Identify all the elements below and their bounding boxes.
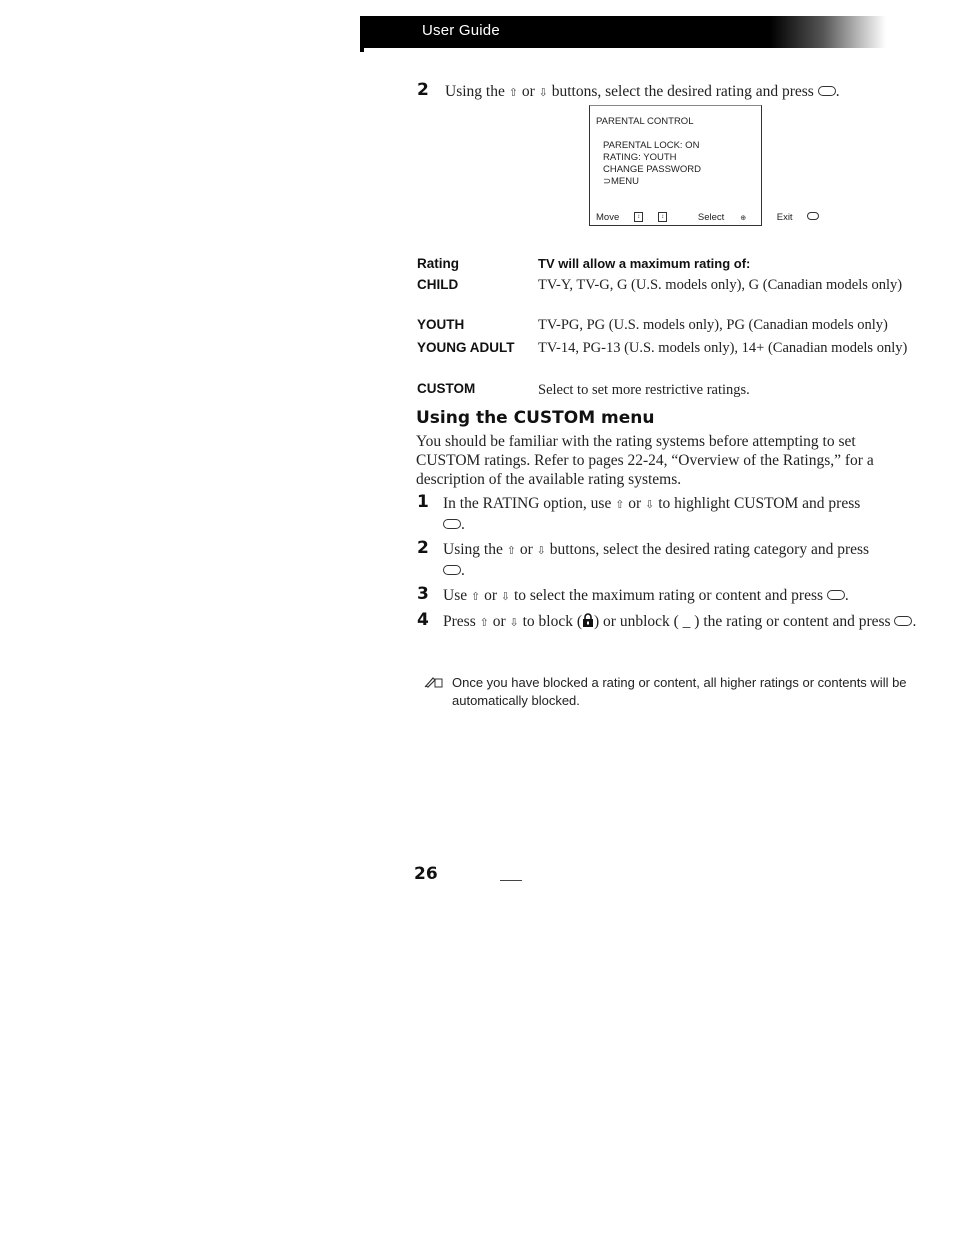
screen-footer [596, 212, 847, 223]
ratings-header-right: TV will allow a maximum rating of: [538, 256, 751, 271]
top-step-text-after: buttons, select the desired rating and press [551, 83, 814, 100]
move-icon: ↕ [634, 212, 643, 222]
up-arrow-icon: ⇧ [506, 545, 516, 557]
down-arrow-icon: ⇩ [538, 87, 548, 99]
custom-step-4-number: 4 [417, 610, 429, 630]
rating-custom: CUSTOM [417, 381, 476, 396]
custom-step-2-number: 2 [417, 538, 429, 558]
move-icon-2: ↕ [658, 212, 667, 222]
header-bar [360, 16, 886, 48]
up-arrow-icon: ⇧ [508, 87, 518, 99]
rating-child: CHILD [417, 277, 459, 292]
lock-icon [582, 613, 594, 627]
down-arrow-icon: ⇩ [500, 591, 511, 603]
screen-title: PARENTAL CONTROL [596, 116, 694, 127]
top-step-or: or [521, 83, 535, 100]
custom-step-4-text: Press ⇧ or ⇩ to block ( ) or unblock ( _ ) the rating or content and press . [443, 613, 917, 630]
header-tick [360, 16, 364, 52]
section-heading: Using the CUSTOM menu [416, 408, 655, 428]
up-arrow-icon: ⇧ [615, 499, 625, 511]
enter-button-icon [443, 565, 461, 575]
note-pencil-icon [424, 674, 444, 688]
rating-custom-desc: Select to set more restrictive ratings. [538, 382, 750, 398]
rating-child-desc: TV-Y, TV-G, G (U.S. models only), G (Canadian models only) [538, 277, 903, 293]
enter-button-icon [894, 616, 912, 626]
exit-icon [807, 212, 819, 220]
header-title: User Guide [422, 22, 500, 39]
down-arrow-icon: ⇩ [509, 617, 519, 629]
up-arrow-icon: ⇧ [470, 591, 481, 603]
top-step-text [445, 82, 840, 103]
select-icon: ⊕ [738, 215, 747, 222]
custom-step-1-text: In the RATING option, use ⇧ or ⇩ to highlight CUSTOM and press . [443, 495, 861, 533]
screen-line-menu: ⊃MENU [603, 176, 639, 187]
screen-footer-exit: Exit [777, 212, 833, 223]
parental-control-screen [589, 105, 793, 226]
section-intro: You should be familiar with the rating systems before attempting to set CUSTOM ratings. Refer to pages 22-24, “Overview of the Ratings,” for a description of the available rating systems. [416, 433, 874, 488]
custom-step-2-text: Using the ⇧ or ⇩ buttons, select the desired rating category and press . [443, 541, 870, 579]
top-step-number: 2 [417, 80, 429, 100]
rating-young-adult: YOUNG ADULT [417, 340, 515, 355]
enter-button-icon [443, 519, 461, 529]
enter-button-icon [827, 590, 845, 600]
rating-youth-desc: TV-PG, PG (U.S. models only), PG (Canadian models only) [538, 317, 888, 333]
rating-youth: YOUTH [417, 317, 465, 332]
note-text: Once you have blocked a rating or content, all higher ratings or contents will be automatically blocked. [452, 675, 907, 708]
ratings-header-left: Rating [417, 256, 459, 271]
rating-young-adult-desc: TV-14, PG-13 (U.S. models only), 14+ (Canadian models only) [538, 340, 908, 356]
custom-step-1-number: 1 [417, 492, 429, 512]
custom-step-3-number: 3 [417, 584, 429, 604]
screen-line-change-password: CHANGE PASSWORD [603, 164, 702, 175]
screen-footer-move: Move ↕ ↕ [596, 212, 681, 223]
screen-line-rating: RATING: YOUTH [603, 152, 677, 163]
up-arrow-icon: ⇧ [479, 617, 489, 629]
page-dash-divider [500, 880, 522, 881]
screen-footer-select: Select ⊕ [697, 212, 747, 223]
down-arrow-icon: ⇩ [536, 545, 546, 557]
enter-button-icon [818, 86, 836, 96]
top-step-text-before: Using the [445, 83, 505, 100]
top-step-end: . [835, 83, 840, 100]
down-arrow-icon: ⇩ [645, 499, 655, 511]
screen-line-parental-lock: PARENTAL LOCK: ON [603, 140, 700, 151]
page-number: 26 [414, 864, 438, 884]
custom-step-3-text: Use ⇧ or ⇩ to select the maximum rating or content and press . [443, 587, 849, 604]
